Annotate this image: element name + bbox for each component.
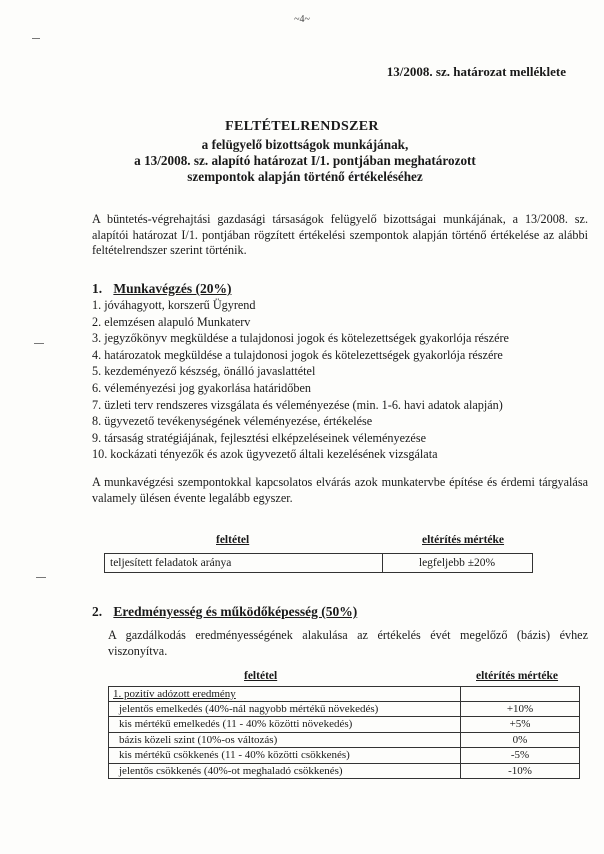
list-item: 6. véleményezési jog gyakorlása határidőben	[92, 380, 311, 395]
section-heading	[92, 604, 357, 620]
list-item: 8. ügyvezető tevékenységének véleményezése, értékelése	[92, 414, 373, 429]
table-row	[108, 686, 580, 702]
table-cell-condition: jelentős emelkedés (40%-nál nagyobb mértékű növekedés)	[108, 702, 461, 718]
list-item: 5. kezdeményező készség, önálló javaslattétel	[92, 364, 316, 379]
table-cell-deviation: -5%	[461, 748, 580, 764]
table-cell-condition: teljesített feladatok aránya	[105, 554, 383, 572]
table-cell-condition: jelentős csökkenés (40%-ot meghaladó csökkenés)	[108, 764, 461, 780]
table-cell-deviation: legfeljebb ±20%	[418, 557, 496, 569]
section-title: Eredményesség és működőképesség (50%)	[113, 604, 358, 619]
annex-label: 13/2008. sz. határozat melléklete	[386, 64, 566, 79]
section-number: 2.	[92, 604, 103, 619]
subtitle-line: a felügyelő bizottságok munkájának,	[201, 137, 409, 152]
table-cell-group-title	[108, 686, 461, 702]
table-row	[108, 764, 580, 780]
table-cell-deviation: -10%	[461, 764, 580, 780]
results-table	[108, 686, 580, 779]
scan-mark	[36, 577, 46, 578]
table-cell-deviation: +5%	[461, 717, 580, 733]
subtitle-line: a 13/2008. sz. alapító határozat I/1. pontjában meghatározott	[134, 153, 476, 168]
list-item: 4. határozatok megküldése a tulajdonosi jogok és kötelezettségek gyakorlója részére	[92, 347, 503, 362]
table-cell-condition: bázis közeli szint (10%-os változás)	[108, 733, 461, 749]
subtitle-line: szempontok alapján történő értékeléséhez	[187, 169, 423, 184]
table-cell-deviation: +10%	[461, 702, 580, 718]
list-item: 10. kockázati tényezők és azok ügyvezető általi kezelésének vizsgálata	[92, 447, 438, 462]
table-row	[108, 748, 580, 764]
table-row	[108, 733, 580, 749]
table-cell-deviation: 0%	[461, 733, 580, 749]
table-row	[108, 717, 580, 733]
criteria-table	[104, 553, 533, 573]
scan-mark	[34, 343, 44, 344]
section-paragraph: A gazdálkodás eredményességének alakulása az értékelés évét megelőző (bázis) évhez viszonyítva.	[108, 628, 588, 658]
table-header-condition: feltétel	[216, 534, 250, 546]
page-number: ~4~	[294, 14, 310, 25]
group-title: 1. pozitív adózott eredmény	[113, 688, 236, 700]
section-paragraph: A munkavégzési szempontokkal kapcsolatos elvárás azok munkatervbe építése és érdemi tárgyalása valamely ülésen évente legalább egyszer.	[92, 475, 588, 505]
table-cell-empty	[461, 686, 580, 702]
list-item: 1. jóváhagyott, korszerű Ügyrend	[92, 298, 256, 312]
table-header-condition: feltétel	[244, 670, 278, 682]
table-cell-condition: kis mértékű csökkenés (11 - 40% közötti csökkenés)	[108, 748, 461, 764]
scan-mark	[32, 38, 40, 39]
list-item: 2. elemzésen alapuló Munkaterv	[92, 314, 251, 329]
table-header-deviation: eltérítés mértéke	[476, 670, 559, 682]
table-header-deviation: eltérítés mértéke	[422, 534, 505, 546]
table-row	[108, 702, 580, 718]
document-subtitle	[60, 137, 550, 185]
section-title: Munkavégzés (20%)	[113, 281, 232, 296]
list-item: 9. társaság stratégiájának, fejlesztési elképzeléseinek véleményezése	[92, 430, 426, 445]
criteria-list	[92, 297, 588, 463]
list-item: 3. jegyzőkönyv megküldése a tulajdonosi jogok és kötelezettségek gyakorlója részére	[92, 331, 509, 346]
document-title: FELTÉTELRENDSZER	[225, 119, 379, 134]
section-heading	[92, 281, 232, 297]
section-number: 1.	[92, 281, 103, 296]
table-cell-condition: kis mértékű emelkedés (11 - 40% közötti növekedés)	[108, 717, 461, 733]
intro-paragraph: A büntetés-végrehajtási gazdasági társaságok felügyelő bizottságai munkájának, a 13/2008. sz. alapítói határozat I/1. pontjában rögzített értékelési szempontok alapján történő értékelése az alábbi feltételrendszer szerint történik.	[92, 212, 588, 257]
list-item: 7. üzleti terv rendszeres vizsgálata és véleményezése (min. 1-6. havi adatok alapján)	[92, 397, 503, 412]
